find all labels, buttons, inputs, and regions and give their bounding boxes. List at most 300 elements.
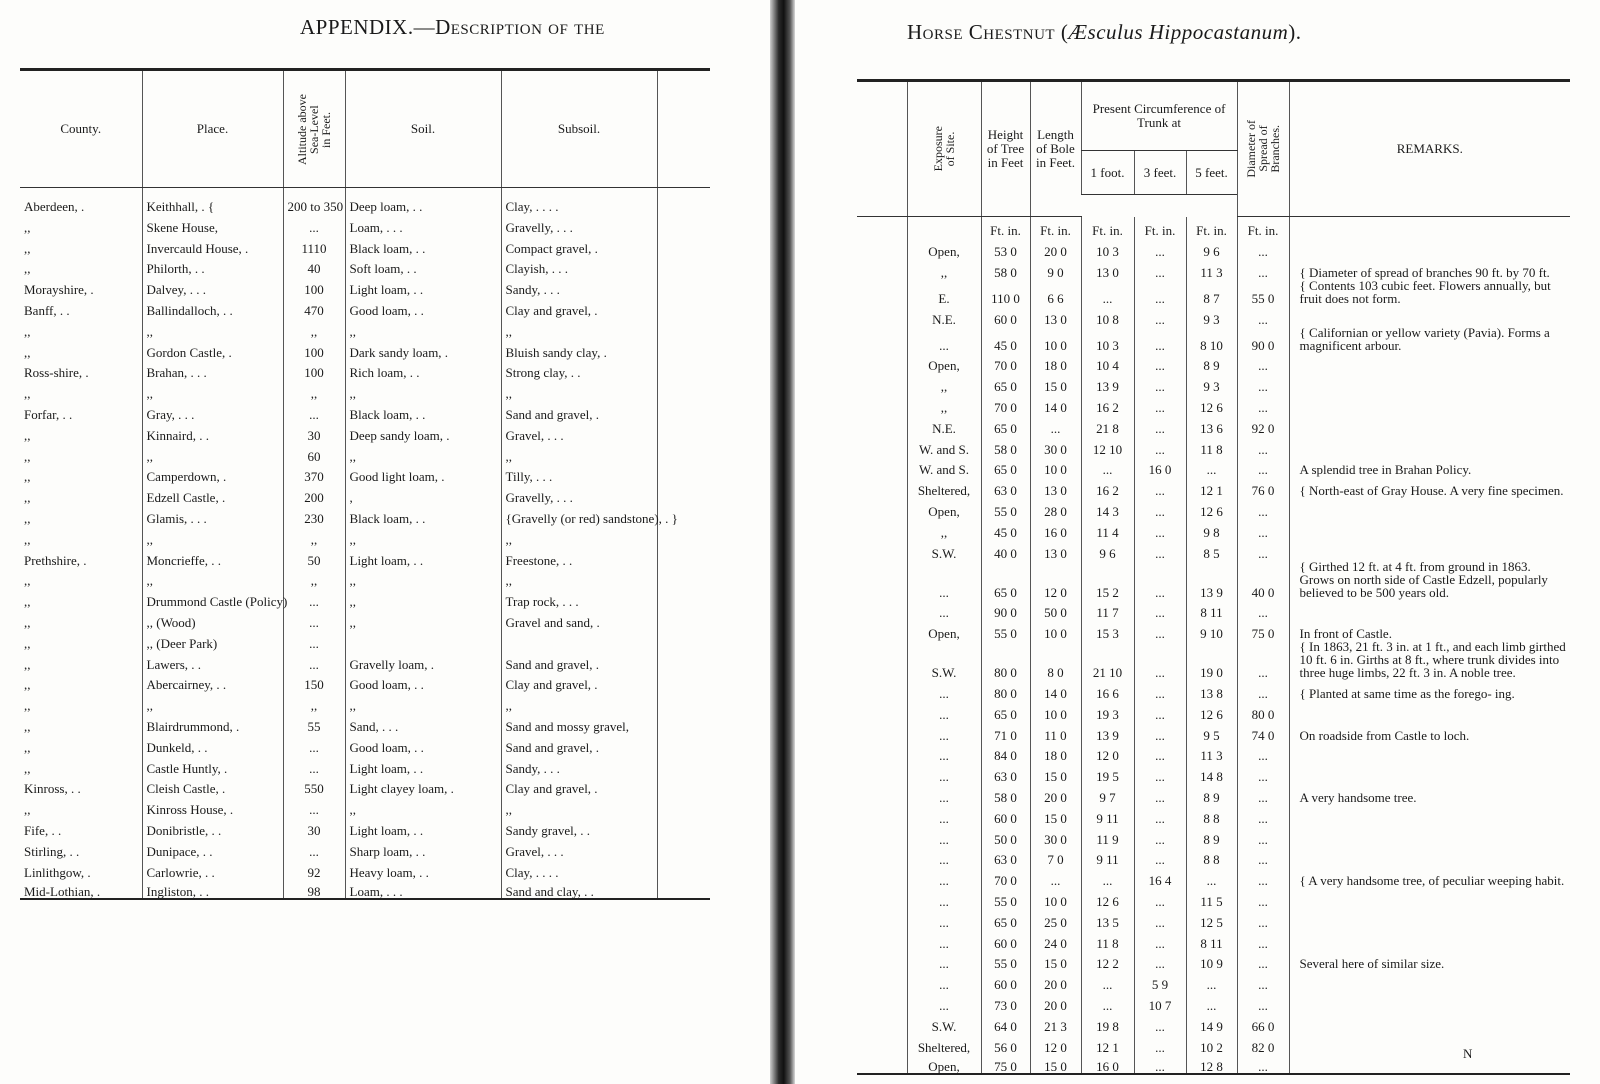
cell-county: ,, <box>24 718 31 734</box>
cell-b: 16 0 <box>1030 518 1081 539</box>
cell-blank <box>857 804 907 825</box>
left-page <box>0 0 770 1084</box>
cell-county: ,, <box>24 656 31 672</box>
cell-soil: Sharp loam, . . <box>345 837 501 858</box>
cell-county: ,, <box>24 469 31 485</box>
cell-blank <box>657 400 710 421</box>
cell-soil: Deep loam, . . <box>345 188 501 214</box>
cell-soil: Loam, . . . <box>345 213 501 234</box>
cell-b: 20 0 <box>1030 991 1081 1012</box>
right-table-body <box>857 217 1570 1075</box>
cell-c3: ... <box>1134 258 1186 279</box>
cell-subsoil: ,, <box>501 567 657 588</box>
cell-c3: ... <box>1134 804 1186 825</box>
cell-soil: Gravelly loam, . <box>345 650 501 671</box>
cell-exp: S.W. <box>907 1012 981 1033</box>
cell-b: 15 0 <box>1030 804 1081 825</box>
cell-c1: ... <box>1081 279 1134 305</box>
cell-c3: ... <box>1134 887 1186 908</box>
cell-d: ... <box>1237 783 1289 804</box>
cell-c5: 10 2 <box>1186 1033 1237 1054</box>
cell-blank <box>857 679 907 700</box>
cell-c5: 12 1 <box>1186 476 1237 497</box>
cell-county: ,, <box>24 739 31 755</box>
cell-soil: , <box>345 483 501 504</box>
cell-rem <box>1289 393 1570 414</box>
cell-c5: 8 9 <box>1186 783 1237 804</box>
cell-c5: 14 8 <box>1186 762 1237 783</box>
table-row <box>857 866 1570 887</box>
cell-b: 25 0 <box>1030 908 1081 929</box>
cell-h: 63 0 <box>981 846 1030 867</box>
cell-d: ... <box>1237 352 1289 373</box>
cell-b: 15 0 <box>1030 762 1081 783</box>
cell-soil: Good loam, . . <box>345 671 501 692</box>
cell-exp: Sheltered, <box>907 476 981 497</box>
cell-altitude: 30 <box>283 421 345 442</box>
unit-c5: Ft. in. <box>1186 217 1237 238</box>
cell-rem <box>1289 991 1570 1012</box>
cell-subsoil: Sandy gravel, . . <box>501 816 657 837</box>
cell-c1: 16 2 <box>1081 393 1134 414</box>
cell-altitude: ,, <box>283 567 345 588</box>
cell-place: Kinross House, . <box>142 795 283 816</box>
cell-place: Carlowrie, . . <box>142 858 283 879</box>
table-row <box>857 305 1570 326</box>
cell-subsoil: Gravel, . . . <box>501 421 657 442</box>
cell-subsoil: ,, <box>501 525 657 546</box>
table-row <box>20 837 710 858</box>
cell-blank <box>657 650 710 671</box>
cell-c3: ... <box>1134 721 1186 742</box>
cell-d: ... <box>1237 804 1289 825</box>
cell-soil: Black loam, . . <box>345 400 501 421</box>
cell-b: 20 0 <box>1030 970 1081 991</box>
cell-c1: 10 3 <box>1081 326 1134 352</box>
cell-c1: 16 0 <box>1081 1054 1134 1075</box>
cell-c5: 9 3 <box>1186 372 1237 393</box>
cell-rem: { Diameter of spread of branches 90 ft. by 70 ft. <box>1289 258 1570 279</box>
cell-c3: ... <box>1134 393 1186 414</box>
cell-subsoil: Sand and mossy gravel, <box>501 712 657 733</box>
cell-h: 45 0 <box>981 326 1030 352</box>
cell-blank <box>657 795 710 816</box>
cell-d: ... <box>1237 393 1289 414</box>
cell-c1: 10 4 <box>1081 352 1134 373</box>
cell-exp: ... <box>907 700 981 721</box>
cell-subsoil: ,, <box>501 795 657 816</box>
cell-subsoil: Freestone, . . <box>501 546 657 567</box>
cell-c5: 12 6 <box>1186 700 1237 721</box>
cell-c1: 11 4 <box>1081 518 1134 539</box>
cell-d: ... <box>1237 908 1289 929</box>
cell-place: Brahan, . . . <box>142 359 283 380</box>
cell-blank <box>657 359 710 380</box>
cell-c3: ... <box>1134 372 1186 393</box>
cell-d: ... <box>1237 866 1289 887</box>
cell-blank <box>857 258 907 279</box>
cell-rem <box>1289 1012 1570 1033</box>
cell-c3: ... <box>1134 279 1186 305</box>
cell-rem: { Contents 103 cubic feet. Flowers annually, but fruit does not form. <box>1289 279 1570 305</box>
cell-soil: Light loam, . . <box>345 754 501 775</box>
cell-h: 50 0 <box>981 825 1030 846</box>
cell-d: 92 0 <box>1237 414 1289 435</box>
table-row <box>20 712 710 733</box>
cell-subsoil: ,, <box>501 379 657 400</box>
cell-county: ,, <box>24 219 31 235</box>
table-row <box>857 393 1570 414</box>
cell-c5: 11 3 <box>1186 742 1237 763</box>
cell-d: ... <box>1237 237 1289 258</box>
cell-c1: 12 1 <box>1081 1033 1134 1054</box>
cell-c5: 11 3 <box>1186 258 1237 279</box>
cell-c3: ... <box>1134 1054 1186 1075</box>
table-row <box>857 497 1570 518</box>
cell-blank <box>857 1012 907 1033</box>
cell-b: 18 0 <box>1030 742 1081 763</box>
table-row <box>857 679 1570 700</box>
cell-blank <box>857 929 907 950</box>
cell-blank <box>857 305 907 326</box>
cell-soil: Heavy loam, . . <box>345 858 501 879</box>
cell-altitude: ... <box>283 608 345 629</box>
cell-blank <box>657 442 710 463</box>
cell-county: ,, <box>24 802 31 818</box>
cell-exp: ... <box>907 804 981 825</box>
header-soil: Soil. <box>345 70 501 188</box>
cell-b: 7 0 <box>1030 846 1081 867</box>
cell-exp: S.W. <box>907 539 981 560</box>
table-row <box>857 762 1570 783</box>
cell-subsoil: Sandy, . . . <box>501 275 657 296</box>
cell-b: 15 0 <box>1030 372 1081 393</box>
header-exposure: Exposure of Site. <box>907 81 981 217</box>
cell-place: Castle Huntly, . <box>142 754 283 775</box>
cell-c3: ... <box>1134 846 1186 867</box>
cell-blank <box>857 846 907 867</box>
cell-c5: 9 3 <box>1186 305 1237 326</box>
cell-c3: ... <box>1134 305 1186 326</box>
cell-blank <box>857 237 907 258</box>
cell-altitude: 200 to 350 <box>283 188 345 214</box>
cell-b: 30 0 <box>1030 435 1081 456</box>
cell-c5: 9 6 <box>1186 237 1237 258</box>
cell-c5: 10 9 <box>1186 950 1237 971</box>
header-place: Place. <box>142 70 283 188</box>
cell-exp: Open, <box>907 352 981 373</box>
table-row <box>20 504 710 525</box>
table-row <box>20 546 710 567</box>
table-row <box>20 463 710 484</box>
table-row <box>20 442 710 463</box>
cell-altitude: 470 <box>283 296 345 317</box>
cell-b: 13 0 <box>1030 476 1081 497</box>
table-row <box>20 587 710 608</box>
cell-c1: 11 8 <box>1081 929 1134 950</box>
cell-rem <box>1289 414 1570 435</box>
cell-rem: { A very handsome tree, of peculiar weeping habit. <box>1289 866 1570 887</box>
cell-blank <box>657 296 710 317</box>
cell-blank <box>657 754 710 775</box>
cell-c1: 16 6 <box>1081 679 1134 700</box>
cell-soil: Good loam, . . <box>345 733 501 754</box>
cell-subsoil: Gravelly, . . . <box>501 213 657 234</box>
cell-exp: ... <box>907 866 981 887</box>
table-row <box>20 317 710 338</box>
cell-blank <box>857 700 907 721</box>
table-row <box>20 816 710 837</box>
cell-c1: ... <box>1081 866 1134 887</box>
cell-blank <box>857 866 907 887</box>
cell-county: Mid-Lothian, . <box>24 884 101 900</box>
table-row <box>857 1012 1570 1033</box>
cell-c1: 13 9 <box>1081 372 1134 393</box>
cell-blank <box>857 476 907 497</box>
cell-h: 65 0 <box>981 700 1030 721</box>
cell-exp: E. <box>907 279 981 305</box>
cell-rem <box>1289 435 1570 456</box>
cell-blank <box>857 539 907 560</box>
cell-exp: ... <box>907 908 981 929</box>
cell-soil: ,, <box>345 442 501 463</box>
cell-altitude: 50 <box>283 546 345 567</box>
table-row <box>857 456 1570 477</box>
table-row <box>857 950 1570 971</box>
cell-blank <box>857 908 907 929</box>
cell-subsoil: Sand and gravel, . <box>501 733 657 754</box>
cell-b: 13 0 <box>1030 539 1081 560</box>
cell-blank <box>857 599 907 620</box>
cell-soil: ,, <box>345 795 501 816</box>
table-row <box>20 234 710 255</box>
cell-soil: ,, <box>345 567 501 588</box>
cell-exp: ... <box>907 326 981 352</box>
cell-blank <box>857 352 907 373</box>
cell-h: 58 0 <box>981 258 1030 279</box>
cell-place: Skene House, <box>142 213 283 234</box>
cell-blank <box>857 326 907 352</box>
cell-b: 18 0 <box>1030 352 1081 373</box>
cell-c1: 9 6 <box>1081 539 1134 560</box>
cell-blank <box>657 234 710 255</box>
table-row <box>20 858 710 879</box>
table-row <box>857 783 1570 804</box>
cell-exp: ... <box>907 950 981 971</box>
cell-soil: Good light loam, . <box>345 463 501 484</box>
header-blank <box>657 70 710 188</box>
cell-c1: 14 3 <box>1081 497 1134 518</box>
left-page-title: APPENDIX.—Description of the <box>300 15 605 39</box>
cell-exp: Open, <box>907 497 981 518</box>
table-row <box>20 213 710 234</box>
cell-d: ... <box>1237 950 1289 971</box>
cell-c3: ... <box>1134 518 1186 539</box>
table-row <box>20 775 710 796</box>
cell-d: 74 0 <box>1237 721 1289 742</box>
cell-county: ,, <box>24 490 31 506</box>
cell-rem: { North-east of Gray House. A very fine specimen. <box>1289 476 1570 497</box>
cell-altitude: ... <box>283 650 345 671</box>
table-row <box>857 435 1570 456</box>
cell-b: 50 0 <box>1030 599 1081 620</box>
cell-soil: Good loam, . . <box>345 296 501 317</box>
cell-exp: N.E. <box>907 305 981 326</box>
cell-altitude: ... <box>283 587 345 608</box>
cell-rem <box>1289 887 1570 908</box>
cell-h: 63 0 <box>981 476 1030 497</box>
cell-blank <box>857 1033 907 1054</box>
cell-d: 80 0 <box>1237 700 1289 721</box>
cell-c5: ... <box>1186 866 1237 887</box>
cell-blank <box>657 546 710 567</box>
cell-h: 70 0 <box>981 352 1030 373</box>
cell-d: ... <box>1237 640 1289 679</box>
table-row <box>857 887 1570 908</box>
cell-soil: Light loam, . . <box>345 816 501 837</box>
table-row <box>857 279 1570 305</box>
cell-subsoil: Strong clay, . . <box>501 359 657 380</box>
cell-d: ... <box>1237 435 1289 456</box>
cell-county: ,, <box>24 635 31 651</box>
cell-h: 55 0 <box>981 950 1030 971</box>
cell-h: 58 0 <box>981 435 1030 456</box>
cell-h: 45 0 <box>981 518 1030 539</box>
cell-county: ,, <box>24 614 31 630</box>
site-description-table <box>20 68 710 900</box>
cell-soil: Light loam, . . <box>345 546 501 567</box>
cell-rem <box>1289 497 1570 518</box>
cell-altitude: 55 <box>283 712 345 733</box>
cell-rem <box>1289 929 1570 950</box>
cell-blank <box>657 421 710 442</box>
cell-c1: 19 8 <box>1081 1012 1134 1033</box>
cell-soil <box>345 629 501 650</box>
cell-place: Cleish Castle, . <box>142 775 283 796</box>
cell-c3: ... <box>1134 352 1186 373</box>
cell-rem <box>1289 908 1570 929</box>
cell-d: ... <box>1237 372 1289 393</box>
cell-c5: ... <box>1186 970 1237 991</box>
cell-exp: Open, <box>907 237 981 258</box>
cell-county: Morayshire, . <box>24 282 94 298</box>
cell-rem <box>1289 762 1570 783</box>
cell-c1: 13 5 <box>1081 908 1134 929</box>
cell-altitude: 100 <box>283 338 345 359</box>
table-row <box>857 518 1570 539</box>
cell-c3: ... <box>1134 1033 1186 1054</box>
table-row <box>857 476 1570 497</box>
cell-b: 20 0 <box>1030 237 1081 258</box>
cell-exp: W. and S. <box>907 435 981 456</box>
cell-h: 53 0 <box>981 237 1030 258</box>
cell-place: Philorth, . . <box>142 255 283 276</box>
cell-place: ,, <box>142 442 283 463</box>
cell-blank <box>857 1054 907 1075</box>
cell-place: Moncrieffe, . . <box>142 546 283 567</box>
cell-h: 63 0 <box>981 762 1030 783</box>
unit-diameter: Ft. in. <box>1237 217 1289 238</box>
cell-c1: 21 8 <box>1081 414 1134 435</box>
table-row <box>857 539 1570 560</box>
cell-h: 55 0 <box>981 619 1030 640</box>
cell-place: Lawers, . . <box>142 650 283 671</box>
cell-c3: ... <box>1134 599 1186 620</box>
cell-blank <box>657 691 710 712</box>
cell-rem: { Planted at same time as the forego- ing. <box>1289 679 1570 700</box>
cell-county: Forfar, . . <box>24 406 73 422</box>
cell-blank <box>657 733 710 754</box>
cell-h: 55 0 <box>981 887 1030 908</box>
cell-subsoil: Compact gravel, . <box>501 234 657 255</box>
cell-blank <box>857 372 907 393</box>
cell-exp: ... <box>907 721 981 742</box>
cell-altitude: ,, <box>283 379 345 400</box>
table-row <box>857 352 1570 373</box>
cell-c3: 5 9 <box>1134 970 1186 991</box>
cell-place: Edzell Castle, . <box>142 483 283 504</box>
cell-subsoil: Clay and gravel, . <box>501 775 657 796</box>
cell-exp: ,, <box>907 518 981 539</box>
cell-blank <box>657 188 710 214</box>
cell-blank <box>657 317 710 338</box>
cell-blank <box>857 435 907 456</box>
cell-blank <box>857 497 907 518</box>
cell-soil: Rich loam, . . <box>345 359 501 380</box>
cell-d: ... <box>1237 518 1289 539</box>
cell-d: ... <box>1237 305 1289 326</box>
cell-exp: ... <box>907 887 981 908</box>
cell-rem <box>1289 539 1570 560</box>
cell-d: ... <box>1237 887 1289 908</box>
table-row <box>20 671 710 692</box>
cell-c5: 8 5 <box>1186 539 1237 560</box>
cell-place: ,, (Wood) <box>142 608 283 629</box>
cell-b: 30 0 <box>1030 825 1081 846</box>
table-row <box>857 825 1570 846</box>
cell-altitude: 370 <box>283 463 345 484</box>
cell-county: ,, <box>24 344 31 360</box>
cell-place: Drummond Castle (Policy) <box>142 587 283 608</box>
cell-c3: ... <box>1134 950 1186 971</box>
cell-rem <box>1289 305 1570 326</box>
cell-d: ... <box>1237 762 1289 783</box>
cell-c1: ... <box>1081 456 1134 477</box>
cell-blank <box>857 825 907 846</box>
cell-altitude: 98 <box>283 879 345 900</box>
signature-mark: N <box>1463 1046 1473 1061</box>
cell-c1: 10 3 <box>1081 237 1134 258</box>
cell-c1: 19 5 <box>1081 762 1134 783</box>
cell-place: Ballindalloch, . . <box>142 296 283 317</box>
cell-soil: ,, <box>345 587 501 608</box>
table-row <box>20 754 710 775</box>
table-row <box>20 483 710 504</box>
cell-county: ,, <box>24 386 31 402</box>
cell-h: 58 0 <box>981 783 1030 804</box>
cell-altitude: 30 <box>283 816 345 837</box>
unit-c3: Ft. in. <box>1134 217 1186 238</box>
cell-county: ,, <box>24 760 31 776</box>
cell-c3: ... <box>1134 476 1186 497</box>
cell-h: 56 0 <box>981 1033 1030 1054</box>
cell-c3: ... <box>1134 783 1186 804</box>
cell-h: 40 0 <box>981 539 1030 560</box>
cell-altitude: 40 <box>283 255 345 276</box>
cell-county: Prethshire, . <box>24 552 87 568</box>
cell-blank <box>857 970 907 991</box>
cell-county: ,, <box>24 427 31 443</box>
